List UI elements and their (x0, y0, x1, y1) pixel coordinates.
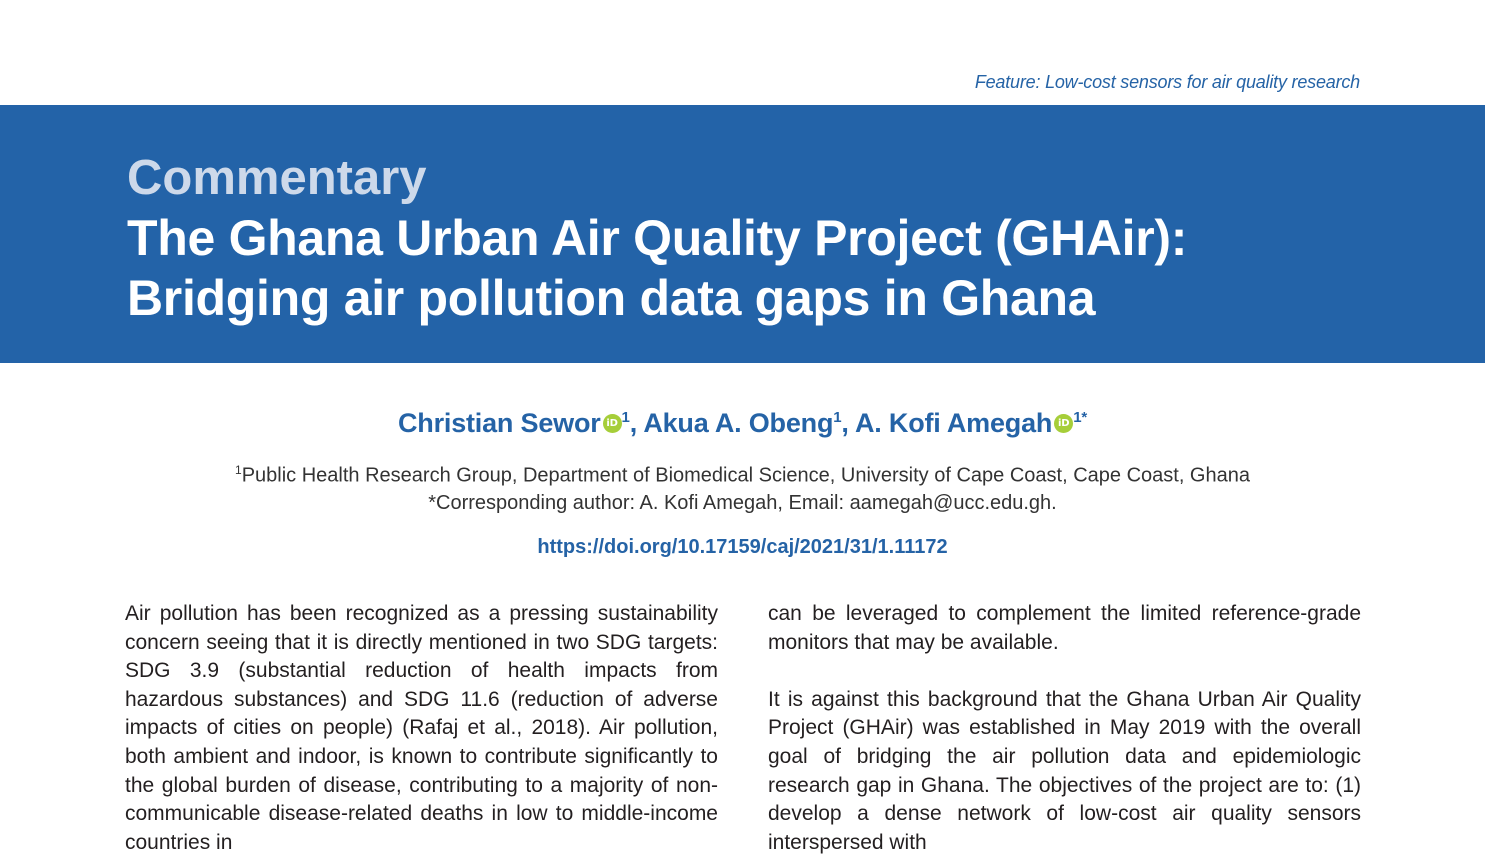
author-affiliation-mark: 1 (833, 409, 842, 426)
orcid-icon[interactable]: iD (603, 414, 622, 433)
title-line-1: The Ghana Urban Air Quality Project (GHAir): (127, 210, 1188, 266)
author-separator: , (841, 408, 855, 438)
title-line-2: Bridging air pollution data gaps in Ghana (127, 270, 1096, 326)
affiliation-mark: 1 (235, 463, 242, 477)
author-separator: , (629, 408, 644, 438)
paragraph: It is against this background that the Ghana Urban Air Quality Project (GHAir) was established in May 2019 with the overall goal of bridging the air pollution data and epidemiologic research gap in Ghana. The objectives of the project are to: (1) develop a dense network of low-cost air quality sensors interspersed with (768, 687, 1361, 854)
affiliation-text: Public Health Research Group, Department of Biomedical Science, University of Cape Coast, Cape Coast, Ghana (241, 464, 1250, 487)
author-name: A. Kofi Amegah (855, 408, 1053, 438)
body-column-left (125, 600, 718, 857)
article-title (127, 208, 1187, 328)
article-type: Commentary (127, 151, 427, 205)
corresponding-author: *Corresponding author: A. Kofi Amegah, Email: aamegah@ucc.edu.gh. (428, 491, 1057, 514)
paragraph: can be leveraged to complement the limited reference-grade monitors that may be available. (768, 602, 1361, 654)
author-affiliation-mark: 1 (621, 409, 630, 426)
doi-link[interactable]: https://doi.org/10.17159/caj/2021/31/1.11172 (537, 536, 948, 558)
paragraph: Air pollution has been recognized as a pressing sustainability concern seeing that it is directly mentioned in two SDG targets: SDG 3.9 (substantial reduction of health impacts from hazardous substances) and SDG 11.6 (reduction of adverse impacts of cities on people) (Rafaj et al., 2018). Air pollution, both ambient and indoor, is known to contribute significantly to the global burden of disease, contributing to a majority of non-communicable disease-related deaths in low to middle-income countries in (125, 602, 718, 854)
feature-label: Feature: Low-cost sensors for air quality research (974, 72, 1360, 92)
author-list (0, 408, 1485, 439)
author-name: Christian Sewor (398, 408, 601, 438)
author-affiliation-mark: 1* (1073, 409, 1087, 426)
body-column-right (768, 600, 1361, 857)
title-banner (0, 105, 1485, 363)
affiliations (0, 457, 1485, 517)
affiliation-line (0, 457, 1485, 490)
author-name: Akua A. Obeng (643, 408, 834, 438)
orcid-icon[interactable]: iD (1054, 414, 1073, 433)
